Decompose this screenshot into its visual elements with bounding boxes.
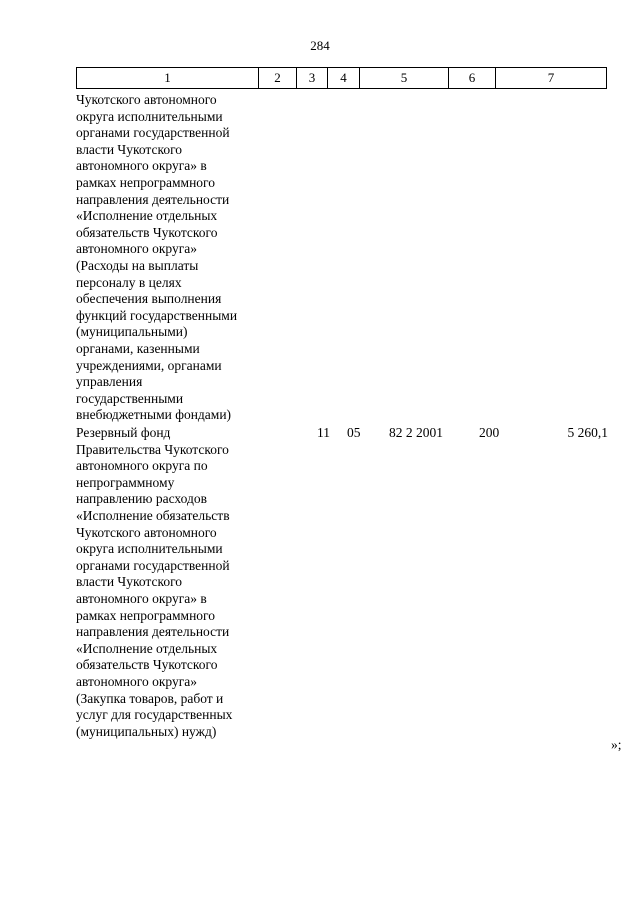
column-header-2: 2 [259, 68, 297, 89]
row-expense-type: 200 [479, 425, 500, 440]
closing-quote-mark: »; [611, 737, 622, 752]
column-header-5: 5 [360, 68, 449, 89]
row-section: 11 [317, 425, 330, 440]
column-header-row [77, 68, 607, 89]
row-amount: 5 260,1 [567, 425, 608, 440]
column-header-7: 7 [496, 68, 607, 89]
column-header-6: 6 [449, 68, 496, 89]
row-description: Резервный фонд Правительства Чукотского автономного округа по непрограммному направлению расходов «Исполнение обязательств Чукотского автономного округа исполнительными органами государственной власти Чукотского автономного округа» в рамках непрограммного направления деятельности «Исполнение отдельных обязательств Чукотского автономного округа» (Закупка товаров, работ и услуг для государственных (муниципальных) нужд) [76, 425, 233, 739]
page-number: 284 [310, 38, 330, 53]
row-target-article: 82 2 2001 [389, 425, 443, 440]
column-header-table [76, 67, 607, 89]
column-header-1: 1 [77, 68, 259, 89]
column-header-4: 4 [328, 68, 360, 89]
column-header-3: 3 [297, 68, 328, 89]
row-subsection: 05 [347, 425, 361, 440]
row-description: Чукотского автономного округа исполнительными органами государственной власти Чукотского автономного округа» в рамках непрограммного направления деятельности «Исполнение отдельных обязательств Чукотского автономного округа» (Расходы на выплаты персоналу в целях обеспечения выполнения функций государственными (муниципальными) органами, казенными учреждениями, органами управления государственными внебюджетными фондами) [76, 92, 238, 423]
